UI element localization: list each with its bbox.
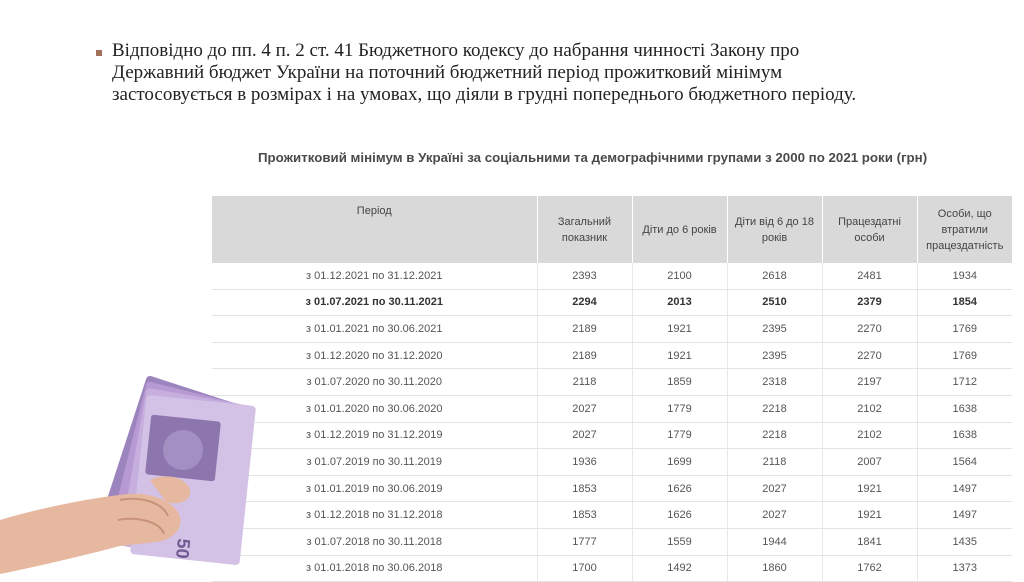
cell-general: 1936 — [537, 449, 632, 476]
cell-disabled: 1497 — [917, 502, 1012, 529]
header-general: Загальний показник — [537, 196, 632, 263]
cell-disabled: 1497 — [917, 475, 1012, 502]
cell-kids18: 2027 — [727, 475, 822, 502]
cell-able: 1841 — [822, 528, 917, 555]
table-row — [212, 263, 1012, 289]
subsistence-minimum-table — [212, 196, 1012, 582]
cell-kids18: 2318 — [727, 369, 822, 396]
cell-kids18: 2218 — [727, 395, 822, 422]
cell-able: 2270 — [822, 316, 917, 343]
cell-disabled: 1854 — [917, 289, 1012, 316]
header-disabled: Особи, що втратили працездатність — [917, 196, 1012, 263]
cell-able: 1921 — [822, 502, 917, 529]
cell-kids18: 2118 — [727, 449, 822, 476]
hand — [0, 476, 190, 574]
cell-disabled: 1564 — [917, 449, 1012, 476]
cell-kids6: 1921 — [632, 342, 727, 369]
cell-period: з 01.12.2020 по 31.12.2020 — [212, 342, 537, 369]
table-row — [212, 555, 1012, 582]
cell-period: з 01.01.2020 по 30.06.2020 — [212, 395, 537, 422]
header-kids18: Діти від 6 до 18 років — [727, 196, 822, 263]
cell-period: з 01.12.2021 по 31.12.2021 — [212, 263, 537, 289]
bullet-text: Відповідно до пп. 4 п. 2 ст. 41 Бюджетного кодексу до набрання чинності Закону про Державний бюджет України на поточний бюджетний період прожитковий мінімум застосовується в розмірах і на умовах, що діяли в грудні попереднього бюджетного періоду. — [112, 40, 857, 105]
cell-able: 2481 — [822, 263, 917, 289]
hand-with-money-image — [0, 370, 260, 574]
cell-disabled: 1934 — [917, 263, 1012, 289]
cell-period: з 01.01.2018 по 30.06.2018 — [212, 555, 537, 582]
cell-able: 2197 — [822, 369, 917, 396]
cell-able: 2379 — [822, 289, 917, 316]
table-row — [212, 422, 1012, 449]
cell-kids6: 1699 — [632, 449, 727, 476]
cell-kids6: 1626 — [632, 475, 727, 502]
cell-disabled: 1712 — [917, 369, 1012, 396]
cell-general: 2294 — [537, 289, 632, 316]
bullet-paragraph — [96, 40, 896, 106]
cell-period: з 01.07.2018 по 30.11.2018 — [212, 528, 537, 555]
banknote-value: 50 — [171, 537, 194, 560]
cell-general: 2027 — [537, 395, 632, 422]
table-row — [212, 502, 1012, 529]
cell-general: 2189 — [537, 316, 632, 343]
cell-kids18: 2027 — [727, 502, 822, 529]
header-period: Період — [212, 196, 537, 263]
table-row — [212, 369, 1012, 396]
cell-able: 2102 — [822, 422, 917, 449]
table-row — [212, 395, 1012, 422]
table-row — [212, 528, 1012, 555]
cell-kids6: 1859 — [632, 369, 727, 396]
cell-general: 2393 — [537, 263, 632, 289]
cell-disabled: 1769 — [917, 342, 1012, 369]
cell-kids6: 1779 — [632, 422, 727, 449]
table-row — [212, 342, 1012, 369]
cell-disabled: 1435 — [917, 528, 1012, 555]
cell-kids6: 1492 — [632, 555, 727, 582]
cell-kids6: 1779 — [632, 395, 727, 422]
cell-kids18: 1860 — [727, 555, 822, 582]
cell-able: 2102 — [822, 395, 917, 422]
cell-general: 1853 — [537, 475, 632, 502]
cell-period: з 01.01.2021 по 30.06.2021 — [212, 316, 537, 343]
cell-able: 1921 — [822, 475, 917, 502]
cell-general: 2118 — [537, 369, 632, 396]
cell-kids18: 2395 — [727, 316, 822, 343]
table-row — [212, 449, 1012, 476]
cell-period: з 01.01.2019 по 30.06.2019 — [212, 475, 537, 502]
bullet-square-icon — [96, 50, 102, 56]
cell-period: з 01.07.2020 по 30.11.2020 — [212, 369, 537, 396]
table-row — [212, 289, 1012, 316]
cell-general: 2027 — [537, 422, 632, 449]
cell-kids6: 1559 — [632, 528, 727, 555]
cell-period: з 01.12.2019 по 31.12.2019 — [212, 422, 537, 449]
table-row — [212, 316, 1012, 343]
cell-disabled: 1638 — [917, 395, 1012, 422]
cell-general: 1853 — [537, 502, 632, 529]
cell-kids18: 1944 — [727, 528, 822, 555]
cell-kids18: 2510 — [727, 289, 822, 316]
cell-kids6: 1921 — [632, 316, 727, 343]
table-row — [212, 475, 1012, 502]
cell-kids18: 2218 — [727, 422, 822, 449]
header-able: Працездатні особи — [822, 196, 917, 263]
cell-general: 1777 — [537, 528, 632, 555]
cell-disabled: 1769 — [917, 316, 1012, 343]
cell-kids18: 2618 — [727, 263, 822, 289]
header-kids6: Діти до 6 років — [632, 196, 727, 263]
cell-period: з 01.12.2018 по 31.12.2018 — [212, 502, 537, 529]
cell-able: 1762 — [822, 555, 917, 582]
cell-general: 1700 — [537, 555, 632, 582]
cell-disabled: 1373 — [917, 555, 1012, 582]
table-header-row — [212, 196, 1012, 263]
cell-general: 2189 — [537, 342, 632, 369]
cell-kids6: 2013 — [632, 289, 727, 316]
cell-kids6: 2100 — [632, 263, 727, 289]
cell-kids18: 2395 — [727, 342, 822, 369]
cell-disabled: 1638 — [917, 422, 1012, 449]
cell-period: з 01.07.2021 по 30.11.2021 — [212, 289, 537, 316]
cell-period: з 01.07.2019 по 30.11.2019 — [212, 449, 537, 476]
cell-kids6: 1626 — [632, 502, 727, 529]
cell-able: 2270 — [822, 342, 917, 369]
table-title: Прожитковий мінімум в Україні за соціальними та демографічними групами з 2000 по 2021 роки (грн) — [258, 150, 928, 165]
cell-able: 2007 — [822, 449, 917, 476]
